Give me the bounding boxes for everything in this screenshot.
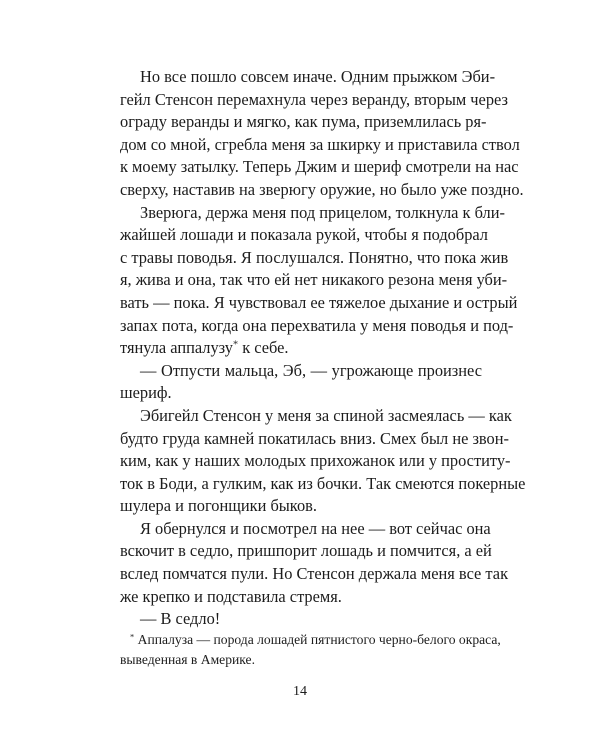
text-line: жайшей лошади и показала рукой, чтобы я подобрал [120, 225, 488, 245]
text-line: к моему затылку. Теперь Джим и шериф смотрели на нас [120, 157, 519, 177]
text-line: — В седло! [140, 609, 221, 629]
text-line: вслед помчатся пули. Но Стенсон держала меня все так [120, 564, 509, 584]
text-line: Я обернулся и посмотрел на нее — вот сейчас она [140, 518, 491, 538]
text-line: шериф. [120, 383, 172, 403]
text-line: Но все пошло совсем иначе. Одним прыжком Эби- [140, 67, 496, 86]
text-line: ограду веранды и мягко, как пума, приземлилась ря- [120, 112, 487, 132]
footnote-line [120, 630, 501, 650]
body-text [120, 66, 526, 631]
text-line: ким, как у наших молодых прихожанок или у проститу- [120, 451, 511, 471]
text-line: Эбигейл Стенсон у меня за спиной засмеялась — как [140, 405, 512, 425]
text-line: с травы поводья. Я послушался. Понятно, что пока жив [120, 247, 509, 267]
text-fragment: тянула аппалузу [120, 338, 234, 358]
text-line: вать — пока. Я чувствовал ее тяжелое дыхание и острый [120, 292, 518, 312]
text-line: — Отпусти мальца, Эб, — угрожающе произнес [140, 360, 482, 380]
text-line [120, 337, 482, 360]
text-line: шулера и погонщики быков. [120, 496, 317, 516]
footnote-line: выведенная в Америке. [120, 652, 255, 667]
text-line: дом со мной, сгребла меня за шкирку и приставила ствол [120, 134, 520, 154]
page-number: 14 [293, 684, 307, 699]
text-line: ток в Боди, а гулким, как из бочки. Так смеются покерные [120, 473, 526, 493]
text-fragment: к себе. [242, 338, 289, 358]
footnote-mark: * [130, 631, 135, 642]
footnote-text: Аппалуза — порода лошадей пятнистого черно-белого окраса, [137, 632, 501, 647]
footnote [120, 630, 501, 670]
text-line: сверху, наставив на зверюгу оружие, но было уже поздно. [120, 179, 524, 199]
text-line: же крепко и подставила стремя. [120, 586, 342, 606]
text-line: вскочит в седло, пришпорит лошадь и помчится, а ей [120, 541, 492, 561]
text-line: Зверюга, держа меня под прицелом, толкнула к бли- [140, 202, 505, 222]
footnote-mark: * [233, 339, 239, 351]
text-line: запах пота, когда она перехватила у меня поводья и под- [120, 315, 514, 335]
text-line: я, жива и она, так что ей нет никакого резона меня уби- [120, 270, 508, 290]
text-line: гейл Стенсон перемахнула через веранду, вторым через [120, 89, 508, 109]
text-line: будто груда камней покатилась вниз. Смех был не звон- [120, 428, 509, 448]
